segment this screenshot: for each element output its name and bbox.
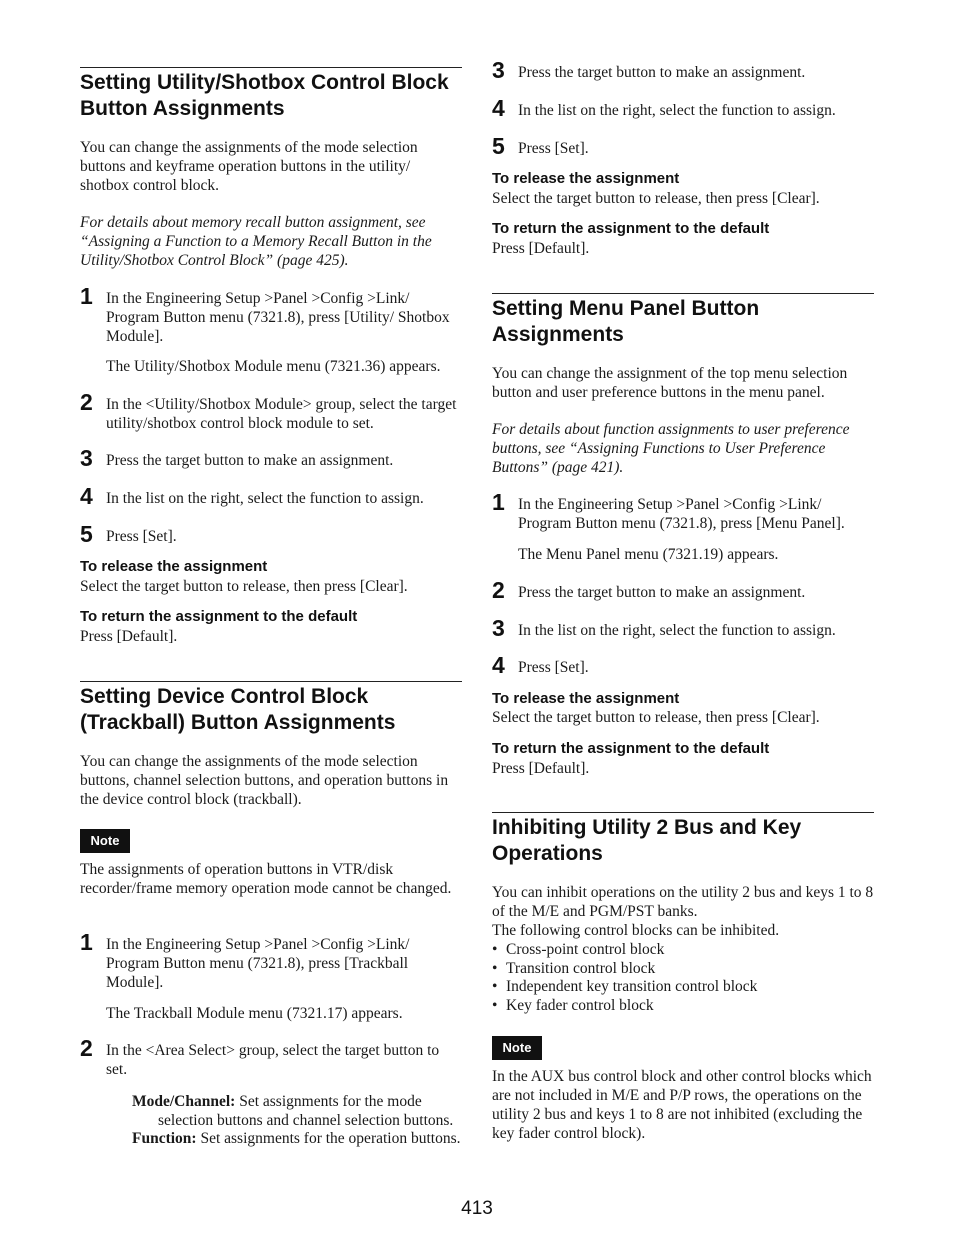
subheading-release: To release the assignment — [492, 690, 680, 707]
subheading-default: To return the assignment to the default — [80, 608, 358, 625]
mode-term: Mode/Channel: — [132, 1093, 236, 1110]
step-text: In the Engineering Setup >Panel >Config >Link/ Program Button menu (7321.8), press [Menu Panel]. — [518, 496, 845, 532]
section-intro: You can change the assignments of the mode selection buttons and keyframe operation buttons in the utility/ shotbox control block. — [80, 139, 418, 194]
section-divider — [492, 293, 874, 294]
mode-desc: Set assignments for the mode selection buttons and channel selection buttons. — [158, 1093, 454, 1129]
section-title-device-control: Setting Device Control Block (Trackball) Button Assignments — [80, 685, 396, 734]
default-text: Press [Default]. — [492, 760, 590, 777]
list-item — [492, 940, 874, 959]
step-text: In the list on the right, select the function to assign. — [106, 490, 424, 507]
step-number: 2 — [80, 1035, 93, 1061]
bullet-icon: • — [492, 997, 498, 1014]
list-item-text: Transition control block — [506, 960, 656, 977]
list-item — [492, 977, 874, 996]
note-text: The assignments of operation buttons in VTR/disk recorder/frame memory operation mode cannot be changed. — [80, 861, 452, 897]
section-divider — [80, 67, 462, 68]
list-item-text: Independent key transition control block — [506, 978, 758, 995]
step-text: In the <Area Select> group, select the target button to set. — [106, 1042, 440, 1078]
subheading-release: To release the assignment — [80, 558, 268, 575]
step-number: 1 — [80, 283, 93, 309]
step-text: Press the target button to make an assignment. — [518, 584, 806, 601]
list-item — [492, 959, 874, 978]
mode-definition — [132, 1129, 462, 1148]
section-title-utility-shotbox: Setting Utility/Shotbox Control Block Button Assignments — [80, 71, 449, 120]
release-text: Select the target button to release, then press [Clear]. — [492, 709, 820, 726]
step-result: The Trackball Module menu (7321.17) appears. — [106, 1005, 403, 1022]
step-text: Press [Set]. — [106, 528, 177, 545]
step-number: 4 — [492, 95, 505, 121]
step-text: In the Engineering Setup >Panel >Config >Link/ Program Button menu (7321.8), press [Utility/ Shotbox Module]. — [106, 290, 450, 345]
list-item-text: Key fader control block — [506, 997, 654, 1014]
step-number: 2 — [492, 577, 505, 603]
section-divider — [492, 812, 874, 813]
release-text: Select the target button to release, then press [Clear]. — [492, 190, 820, 207]
step-text: Press the target button to make an assignment. — [106, 452, 394, 469]
step-number: 5 — [80, 521, 93, 547]
step-number: 3 — [492, 57, 505, 83]
page-number: 413 — [461, 1198, 493, 1219]
section-intro-2: The following control blocks can be inhibited. — [492, 922, 780, 939]
section-intro: You can inhibit operations on the utility 2 bus and keys 1 to 8 of the M/E and PGM/PST banks. — [492, 884, 874, 920]
subheading-release: To release the assignment — [492, 170, 680, 187]
bullet-icon: • — [492, 960, 498, 977]
release-text: Select the target button to release, then press [Clear]. — [80, 578, 408, 595]
section-divider — [80, 681, 462, 682]
mode-definition — [132, 1092, 462, 1130]
cross-reference: For details about memory recall button assignment, see “Assigning a Function to a Memory Recall Button in the Utility/Shotbox Control Block” (page 425). — [80, 214, 432, 269]
section-intro: You can change the assignment of the top menu selection button and user preference buttons in the menu panel. — [492, 365, 848, 401]
step-result: The Menu Panel menu (7321.19) appears. — [518, 546, 779, 563]
note-badge: Note — [80, 829, 130, 853]
step-text: In the Engineering Setup >Panel >Config >Link/ Program Button menu (7321.8), press [Trackball Module]. — [106, 936, 410, 991]
step-number: 4 — [492, 652, 505, 678]
step-number: 3 — [492, 615, 505, 641]
mode-term: Function: — [132, 1130, 197, 1147]
bullet-icon: • — [492, 978, 498, 995]
section-title-menu-panel: Setting Menu Panel Button Assignments — [492, 297, 760, 346]
step-text: In the list on the right, select the function to assign. — [518, 622, 836, 639]
section-intro: You can change the assignments of the mode selection buttons, channel selection buttons, and operation buttons in the device control block (trackball). — [80, 753, 449, 808]
subheading-default: To return the assignment to the default — [492, 220, 770, 237]
subheading-default: To return the assignment to the default — [492, 740, 770, 757]
step-result: The Utility/Shotbox Module menu (7321.36) appears. — [106, 358, 441, 375]
step-text: Press [Set]. — [518, 140, 589, 157]
mode-desc: Set assignments for the operation buttons. — [200, 1130, 461, 1147]
step-number: 2 — [80, 389, 93, 415]
list-item-text: Cross-point control block — [506, 941, 665, 958]
step-text: Press [Set]. — [518, 659, 589, 676]
step-text: In the <Utility/Shotbox Module> group, select the target utility/shotbox control block module to set. — [106, 396, 457, 432]
step-text: In the list on the right, select the function to assign. — [518, 102, 836, 119]
step-number: 5 — [492, 133, 505, 159]
step-number: 3 — [80, 445, 93, 471]
step-number: 1 — [492, 489, 505, 515]
default-text: Press [Default]. — [80, 628, 178, 645]
step-number: 4 — [80, 483, 93, 509]
step-text: Press the target button to make an assignment. — [518, 64, 806, 81]
list-item — [492, 996, 874, 1015]
bullet-icon: • — [492, 941, 498, 958]
default-text: Press [Default]. — [492, 240, 590, 257]
step-number: 1 — [80, 929, 93, 955]
cross-reference: For details about function assignments to user preference buttons, see “Assigning Functions to User Preference Buttons” (page 421). — [492, 421, 850, 476]
note-badge: Note — [492, 1036, 542, 1060]
note-text: In the AUX bus control block and other control blocks which are not included in M/E and P/P rows, the operations on the utility 2 bus and keys 1 to 8 are not inhibited (excluding the key fader control block). — [492, 1068, 872, 1142]
section-title-inhibiting: Inhibiting Utility 2 Bus and Key Operations — [492, 816, 802, 865]
